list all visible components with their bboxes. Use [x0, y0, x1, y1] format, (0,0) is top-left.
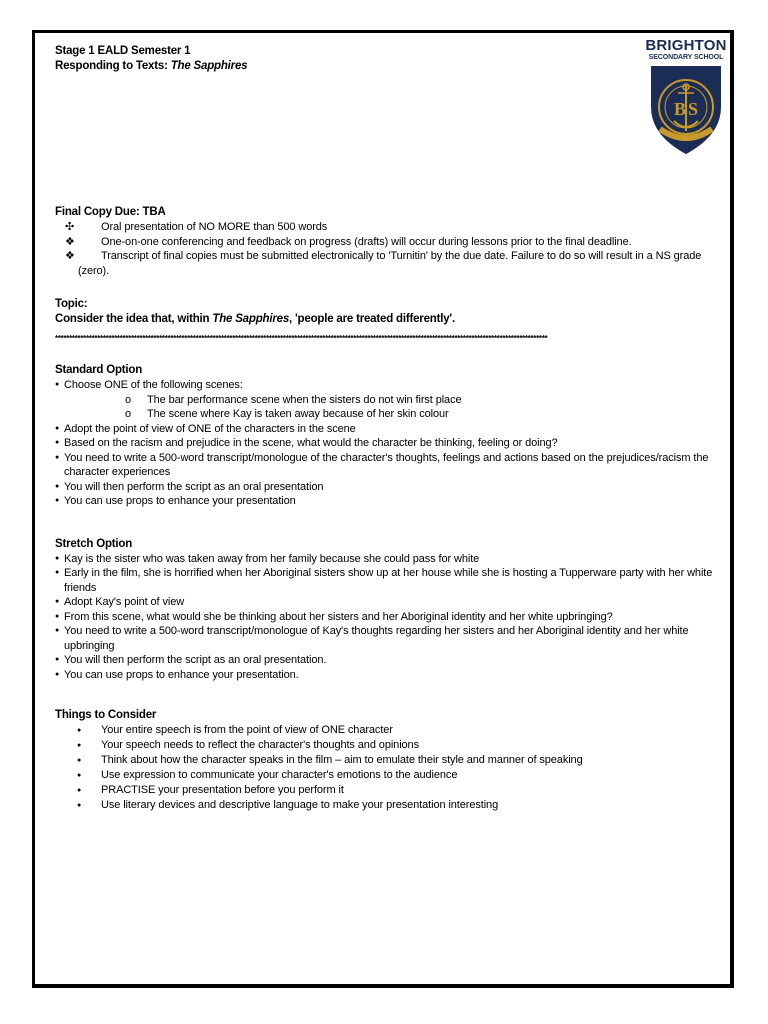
list-item: [55, 595, 715, 610]
due-heading: Final Copy Due: TBA: [55, 206, 166, 218]
list-item: [55, 480, 715, 495]
bullet-icon: ●: [55, 439, 60, 446]
bullet-icon: ●: [77, 802, 82, 809]
consider-item: [55, 723, 715, 738]
list-item: [55, 610, 715, 625]
svg-text:S: S: [688, 99, 699, 119]
circle-bullet-icon: o: [125, 408, 132, 420]
due-list: [55, 220, 715, 278]
header-title: The Sapphires: [170, 60, 248, 72]
list-item: [55, 668, 715, 683]
bullet-icon: ●: [55, 453, 60, 461]
list-item: [55, 552, 715, 567]
header-prefix: Responding to Texts:: [55, 60, 171, 72]
topic-title: The Sapphires: [212, 313, 290, 325]
bullet-icon: ●: [55, 670, 60, 678]
list-item: [55, 566, 715, 581]
list-item-text: From this scene, what would she be thinking about her sisters and her Aboriginal identity and her white upbringing?: [64, 610, 613, 623]
consider-item-text: Your entire speech is from the point of view of ONE character: [101, 724, 393, 736]
topic-heading: Topic:: [55, 298, 88, 310]
list-item: [55, 653, 715, 668]
sub-list-item-text: The scene where Kay is taken away because of her skin colour: [147, 408, 449, 420]
bullet-icon: ●: [55, 497, 60, 504]
bullet-icon: ●: [77, 742, 82, 749]
due-item: [55, 249, 715, 264]
due-item-text: One-on-one conferencing and feedback on progress (drafts) will occur during lessons prior to the final deadline.: [101, 235, 632, 248]
consider-heading: Things to Consider: [55, 709, 157, 721]
bullet-icon: ●: [77, 772, 82, 779]
logo-subtitle: SECONDARY SCHOOL: [648, 54, 724, 61]
list-item-text: Early in the film, she is horrified when her Aboriginal sisters show up at her house while she is hosting a Tupperware party with her white: [64, 567, 713, 579]
standard-heading: Standard Option: [55, 364, 143, 376]
stretch-heading: Stretch Option: [55, 537, 133, 550]
sub-list-item-text: The bar performance scene when the sisters do not win first place: [147, 393, 462, 406]
sub-list-item: [55, 393, 715, 408]
bullet-icon: ●: [55, 656, 60, 663]
consider-item-text: Use literary devices and descriptive language to make your presentation interesting: [101, 799, 499, 811]
bullet-icon: ●: [55, 482, 60, 490]
circle-bullet-icon: o: [125, 393, 132, 406]
consider-item: [55, 783, 715, 798]
topic-suffix: , 'people are treated differently'.: [289, 313, 455, 325]
consider-item: [55, 798, 715, 813]
list-item-text: You will then perform the script as an oral presentation.: [64, 654, 327, 666]
list-item-text: Adopt Kay's point of view: [64, 596, 185, 608]
list-item-text: Adopt the point of view of ONE of the characters in the scene: [64, 422, 356, 435]
consider-list: [55, 723, 715, 813]
list-item-text: You need to write a 500-word transcript/monologue of the character's thoughts, feelings and actions based on the prejudices/racism the: [64, 451, 709, 464]
list-item-text: Choose ONE of the following scenes:: [64, 379, 243, 391]
standard-list: [55, 378, 715, 509]
bullet-marker-icon: ✣: [65, 221, 75, 233]
bullet-marker-icon: ❖: [65, 250, 75, 262]
list-item-continuation: character experiences: [64, 466, 171, 478]
topic-text: [55, 312, 715, 327]
consider-item: [55, 768, 715, 783]
sub-list-item: [55, 407, 715, 422]
bullet-icon: ●: [55, 612, 60, 620]
bullet-icon: ●: [55, 554, 60, 562]
list-item-continuation: friends: [64, 581, 97, 594]
svg-text:B: B: [674, 99, 687, 119]
bullet-icon: ●: [55, 381, 60, 388]
list-item: [55, 494, 715, 509]
consider-item-text: Use expression to communicate your character's emotions to the audience: [101, 769, 458, 781]
list-item: [55, 378, 715, 393]
bullet-icon: ●: [55, 569, 60, 576]
topic-prefix: Consider the idea that, within: [55, 313, 213, 325]
list-item-text: You need to write a 500-word transcript/monologue of Kay's thoughts regarding her sisters and her Aboriginal identity and her white: [64, 625, 689, 637]
star-divider: *******************************************************************************************************************************************************************************: [55, 334, 548, 343]
list-item-text: You can use props to enhance your presentation.: [64, 668, 299, 681]
due-item: [55, 235, 715, 250]
list-item-continuation: upbringing: [64, 639, 115, 652]
bullet-icon: ●: [55, 424, 60, 432]
bullet-icon: ●: [77, 757, 82, 764]
header-line1: Stage 1 EALD Semester 1: [55, 45, 191, 57]
bullet-icon: ●: [55, 598, 60, 605]
list-item-text: Based on the racism and prejudice in the scene, what would the character be thinking, feeling or doing?: [64, 437, 558, 449]
stretch-list: [55, 552, 715, 683]
list-item-text: Kay is the sister who was taken away from her family because she could pass for white: [64, 552, 480, 565]
consider-item: [55, 753, 715, 768]
list-item: [55, 624, 715, 639]
due-item: [55, 220, 715, 235]
consider-item-text: PRACTISE your presentation before you perform it: [101, 784, 344, 796]
consider-item-text: Think about how the character speaks in the film – aim to emulate their style and manner of speaking: [101, 754, 583, 766]
header-line2: [55, 59, 715, 74]
bullet-icon: ●: [55, 627, 60, 634]
bullet-icon: ●: [77, 787, 82, 794]
consider-item: [55, 738, 715, 753]
due-item-continuation: (zero).: [78, 264, 110, 277]
due-item-text: Oral presentation of NO MORE than 500 words: [101, 221, 328, 233]
list-item: [55, 422, 715, 437]
bullet-icon: ●: [77, 727, 82, 734]
bullet-marker-icon: ❖: [65, 235, 75, 248]
due-item-text: Transcript of final copies must be submitted electronically to 'Turnitin' by the due date. Failure to do so will result in a NS grade: [101, 250, 702, 262]
list-item: [55, 436, 715, 451]
list-item-text: You can use props to enhance your presentation: [64, 495, 296, 507]
list-item: [55, 451, 715, 466]
logo-name: BRIGHTON: [645, 37, 727, 54]
consider-item-text: Your speech needs to reflect the character's thoughts and opinions: [101, 739, 419, 751]
list-item-text: You will then perform the script as an oral presentation: [64, 480, 324, 493]
